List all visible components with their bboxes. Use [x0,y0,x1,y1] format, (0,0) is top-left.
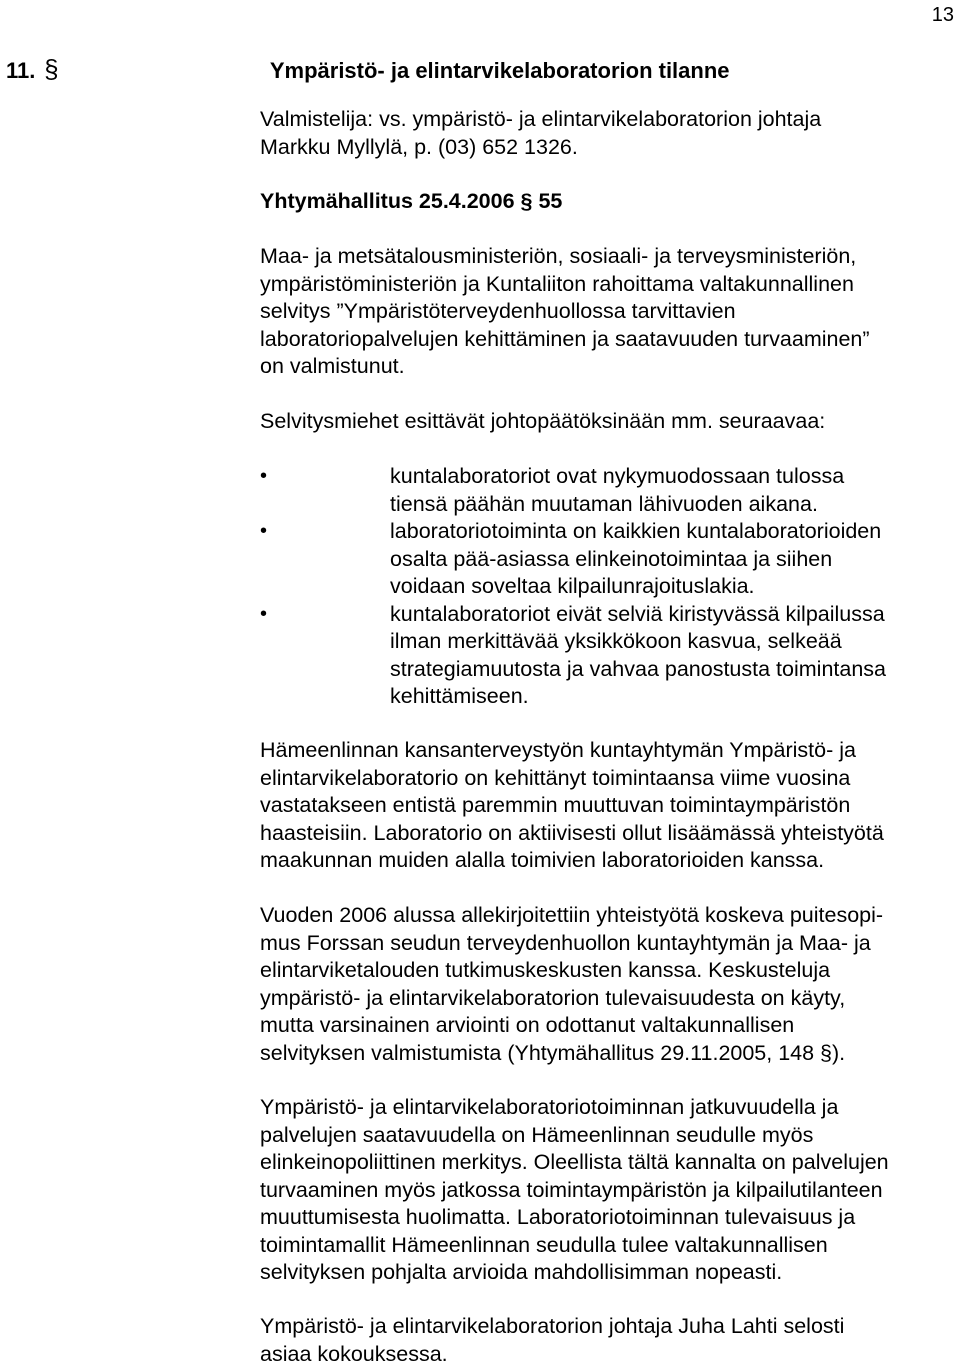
bullet-icon: • [260,518,267,546]
conclusions-list [260,463,960,711]
intro-paragraph [260,243,960,381]
text-line: elinkeinopoliittinen merkitys. Oleellista tältä kannalta on palvelujen [260,1149,960,1177]
text-line: tiensä päähän muutaman lähivuoden aikana. [390,491,960,519]
heading-number: 11. [6,58,38,84]
text-line: mutta varsinainen arviointi on odottanut valtakunnallisen [260,1012,960,1040]
section-symbol: § [44,54,264,85]
section-heading [6,54,730,85]
text-line: selvitys ”Ympäristöterveydenhuollossa tarvittavien [260,298,960,326]
text-line: asiaa kokouksessa. [260,1341,960,1368]
text-line: ympäristö- ja elintarvikelaboratorion tulevaisuudesta on käyty, [260,985,960,1013]
text-line: kehittämiseen. [390,683,960,711]
page-number: 13 [932,4,954,27]
text-line: palvelujen saatavuudella on Hämeenlinnan seudulle myös [260,1122,960,1150]
text-line: Ympäristö- ja elintarvikelaboratoriotoiminnan jatkuvuudella ja [260,1094,960,1122]
text-line: maakunnan muiden alalla toimivien laboratorioiden kanssa. [260,847,960,875]
text-line: vastatakseen entistä paremmin muuttuvan toimintaympäristön [260,792,960,820]
body-paragraph [260,902,960,1067]
text-line: elintarvikelaboratorio on kehittänyt toimintaansa viime vuosina [260,765,960,793]
meeting-reference: Yhtymähallitus 25.4.2006 § 55 [260,188,960,216]
body-paragraph [260,1094,960,1287]
list-item [260,463,960,518]
body-paragraph [260,1313,960,1368]
text-line: voidaan soveltaa kilpailunrajoituslakia. [390,573,960,601]
text-line: Maa- ja metsätalousministeriön, sosiaali- ja terveysministeriön, [260,243,960,271]
text-line: Vuoden 2006 alussa allekirjoitettiin yhteistyötä koskeva puitesopi- [260,902,960,930]
heading-title: Ympäristö- ja elintarvikelaboratorion tilanne [270,58,730,83]
bullet-icon: • [260,463,267,491]
text-line: mus Forssan seudun terveydenhuollon kuntayhtymän ja Maa- ja [260,930,960,958]
text-line: ympäristöministeriön ja Kuntaliiton rahoittama valtakunnallinen [260,271,960,299]
text-line: kuntalaboratoriot eivät selviä kiristyvässä kilpailussa [390,601,960,629]
text-line: Ympäristö- ja elintarvikelaboratorion johtaja Juha Lahti selosti [260,1313,960,1341]
text-line: elintarviketalouden tutkimuskeskusten kanssa. Keskusteluja [260,957,960,985]
text-line: Hämeenlinnan kansanterveystyön kuntayhtymän Ympäristö- ja [260,737,960,765]
text-line: laboratoriopalvelujen kehittäminen ja saatavuuden turvaaminen” [260,326,960,354]
list-item [260,518,960,601]
text-line: toimintamallit Hämeenlinnan seudulla tulee valtakunnallisen [260,1232,960,1260]
bullet-icon: • [260,601,267,629]
text-line: muuttumisesta huolimatta. Laboratoriotoiminnan tulevaisuus ja [260,1204,960,1232]
text-line: osalta pää-asiassa elinkeinotoimintaa ja siihen [390,546,960,574]
conclusions-intro: Selvitysmiehet esittävät johtopäätöksinään mm. seuraavaa: [260,408,960,436]
list-item [260,601,960,711]
preparer-line: Valmistelija: vs. ympäristö- ja elintarvikelaboratorion johtaja [260,106,960,134]
text-line: on valmistunut. [260,353,960,381]
preparer-info [260,106,960,161]
text-line: strategiamuutosta ja vahvaa panostusta toimintansa [390,656,960,684]
preparer-line: Markku Myllylä, p. (03) 652 1326. [260,134,960,162]
text-line: turvaaminen myös jatkossa toimintaympäristön ja kilpailutilanteen [260,1177,960,1205]
text-line: laboratoriotoiminta on kaikkien kuntalaboratorioiden [390,518,960,546]
text-line: ilman merkittävää yksikkökoon kasvua, selkeää [390,628,960,656]
text-line: selvityksen pohjalta arvioida mahdollisimman nopeasti. [260,1259,960,1287]
text-line: kuntalaboratoriot ovat nykymuodossaan tulossa [390,463,960,491]
body-paragraph [260,737,960,875]
text-line: selvityksen valmistumista (Yhtymähallitus 29.11.2005, 148 §). [260,1040,960,1068]
text-line: haasteisiin. Laboratorio on aktiivisesti ollut lisäämässä yhteistyötä [260,820,960,848]
